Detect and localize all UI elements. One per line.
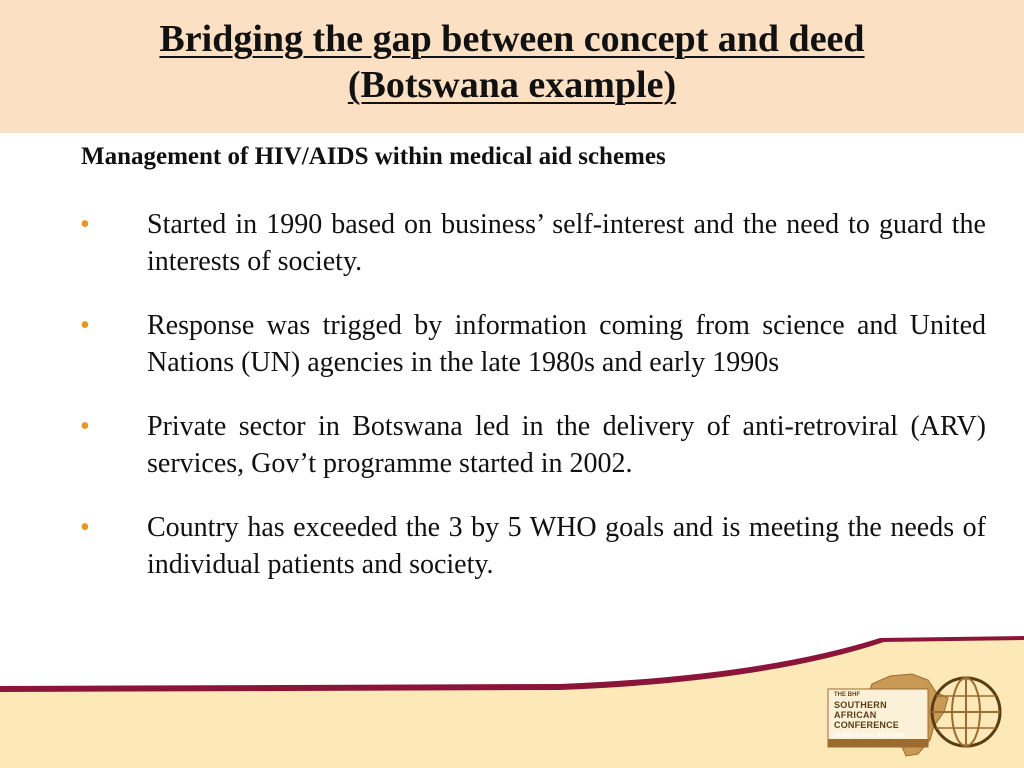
bullet-icon: •: [80, 411, 90, 442]
logo-line-1: THE BHF: [834, 692, 860, 698]
logo-line-5: DURBAN 9-12 JULY 2006: [834, 733, 906, 739]
bullet-text: Country has exceeded the 3 by 5 WHO goals and is meeting the needs of individual patients and society.: [147, 512, 986, 580]
slide-title-line-1: Bridging the gap between concept and deed: [159, 18, 865, 60]
slide-subheading: Management of HIV/AIDS within medical aid schemes: [81, 143, 666, 170]
bullet-icon: •: [80, 512, 90, 543]
bullet-icon: •: [80, 209, 90, 240]
bullet-list: [80, 206, 986, 610]
bullet-item: [80, 408, 986, 482]
logo-line-2: SOUTHERN: [834, 700, 887, 710]
logo-line-4: CONFERENCE: [834, 720, 900, 730]
slide-title: [0, 16, 1024, 108]
bullet-text: Started in 1990 based on business’ self-interest and the need to guard the interests of society.: [147, 209, 986, 277]
bullet-icon: •: [80, 310, 90, 341]
slide-title-line-2: (Botswana example): [347, 64, 677, 106]
conference-logo: [828, 689, 928, 747]
logo-line-3: AFRICAN: [834, 710, 877, 720]
bullet-item: [80, 206, 986, 280]
bullet-item: [80, 307, 986, 381]
bullet-text: Private sector in Botswana led in the delivery of anti-retroviral (ARV) services, Gov’t programme started in 2002.: [147, 411, 986, 479]
bullet-item: [80, 509, 986, 583]
bullet-text: Response was trigged by information coming from science and United Nations (UN) agencies in the late 1980s and early 1990s: [147, 310, 986, 378]
